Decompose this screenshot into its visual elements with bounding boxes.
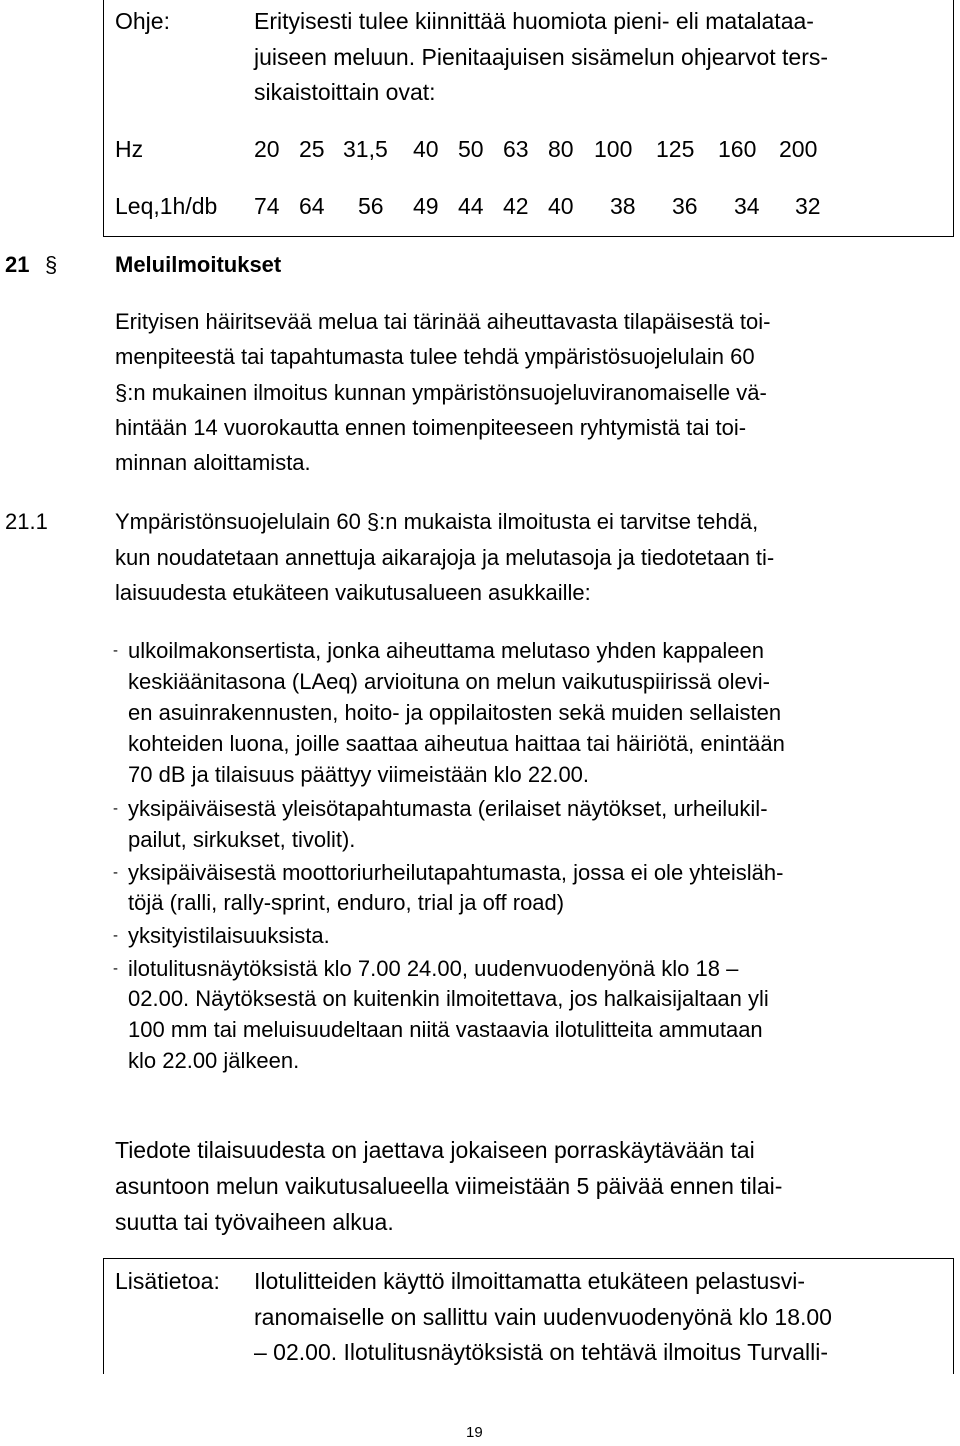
bullet-line: keskiäänitasona (LAeq) arvioituna on melun vaikutuspiirissä olevi- xyxy=(128,669,770,694)
subsection-number: 21.1 xyxy=(5,509,48,534)
bullet-line: 70 dB ja tilaisuus päättyy viimeistään klo 22.00. xyxy=(128,762,590,787)
section-symbol: § xyxy=(45,252,58,277)
ohje-label: Ohje: xyxy=(115,8,170,34)
bullet-line: yksipäiväisestä moottoriurheilutapahtumasta, jossa ei ole yhteisläh- xyxy=(128,860,784,885)
closing-line: asuntoon melun vaikutusalueella viimeistään 5 päivää ennen tilai- xyxy=(115,1173,783,1199)
lisatietoa-label: Lisätietoa: xyxy=(115,1268,220,1294)
section21-paragraph-line: Erityisen häiritsevää melua tai tärinää aiheuttavasta tilapäisestä toi- xyxy=(115,309,771,334)
bullet-line: yksipäiväisestä yleisötapahtumasta (erilaiset näytökset, urheilukil- xyxy=(128,796,768,821)
bullet-line: 02.00. Näytöksestä on kuitenkin ilmoitettava, jos halkaisijaltaan yli xyxy=(128,986,769,1011)
bullet-line: töjä (ralli, rally-sprint, enduro, trial ja off road) xyxy=(128,890,565,915)
lisatietoa-line: ranomaiselle on sallittu vain uudenvuodenyönä klo 18.00 xyxy=(254,1304,832,1330)
leq-value: 64 xyxy=(299,193,325,219)
subsection-intro-line: kun noudatetaan annettuja aikarajoja ja melutasoja ja tiedotetaan ti- xyxy=(115,545,775,570)
bullet-line: ilotulitusnäytöksistä klo 7.00 24.00, uudenvuodenyönä klo 18 – xyxy=(128,956,739,981)
bullet-marker: - xyxy=(113,642,118,659)
bullet-marker: - xyxy=(113,960,118,977)
section21-paragraph-line: menpiteestä tai tapahtumasta tulee tehdä ympäristösuojelulain 60 xyxy=(115,344,755,369)
leq-value: 40 xyxy=(548,193,574,219)
bullet-marker: - xyxy=(113,927,118,944)
subsection-intro-line: laisuudesta etukäteen vaikutusalueen asukkaille: xyxy=(115,580,591,605)
bullet-line: pailut, sirkukset, tivolit). xyxy=(128,827,356,852)
hz-value: 80 xyxy=(548,136,574,162)
section-title: Meluilmoitukset xyxy=(115,252,282,277)
leq-value: 49 xyxy=(413,193,439,219)
bullet-line: yksityistilaisuuksista. xyxy=(128,923,330,948)
leq-value: 32 xyxy=(795,193,821,219)
hz-value: 50 xyxy=(458,136,484,162)
leq-value: 38 xyxy=(610,193,636,219)
leq-value: 42 xyxy=(503,193,529,219)
hz-value: 160 xyxy=(718,136,757,162)
section21-paragraph-line: minnan aloittamista. xyxy=(115,450,311,475)
bullet-line: ulkoilmakonsertista, jonka aiheuttama melutaso yhden kappaleen xyxy=(128,638,764,663)
section21-paragraph-line: hintään 14 vuorokautta ennen toimenpiteeseen ryhtymistä tai toi- xyxy=(115,415,747,440)
hz-value: 200 xyxy=(779,136,818,162)
hz-value: 31,5 xyxy=(343,136,388,162)
bullet-marker: - xyxy=(113,800,118,817)
ohje-line-3: sikaistoittain ovat: xyxy=(254,79,436,105)
lisatietoa-line: Ilotulitteiden käyttö ilmoittamatta etukäteen pelastusvi- xyxy=(254,1268,806,1294)
page-number: 19 xyxy=(466,1424,483,1441)
hz-value: 125 xyxy=(656,136,695,162)
hz-value: 100 xyxy=(594,136,633,162)
bullet-line: 100 mm tai meluisuudeltaan niitä vastaavia ilotulitteita ammutaan xyxy=(128,1017,763,1042)
leq-value: 56 xyxy=(358,193,384,219)
bullet-line: klo 22.00 jälkeen. xyxy=(128,1048,300,1073)
leq-label: Leq,1h/db xyxy=(115,193,218,219)
closing-line: suutta tai työvaiheen alkua. xyxy=(115,1209,394,1235)
bullet-marker: - xyxy=(113,864,118,881)
ohje-line-1: Erityisesti tulee kiinnittää huomiota pieni- eli matalataa- xyxy=(254,8,814,34)
hz-value: 63 xyxy=(503,136,529,162)
leq-value: 36 xyxy=(672,193,698,219)
ohje-line-2: juiseen meluun. Pienitaajuisen sisämelun ohjearvot ters- xyxy=(254,44,829,70)
hz-value: 25 xyxy=(299,136,325,162)
closing-line: Tiedote tilaisuudesta on jaettava jokaiseen porraskäytävään tai xyxy=(115,1137,755,1163)
bullet-line: en asuinrakennusten, hoito- ja oppilaitosten sekä muiden sellaisten xyxy=(128,700,782,725)
leq-value: 74 xyxy=(254,193,280,219)
hz-label: Hz xyxy=(115,136,144,162)
lisatietoa-line: – 02.00. Ilotulitusnäytöksistä on tehtävä ilmoitus Turvalli- xyxy=(254,1339,829,1365)
section-number: 21 xyxy=(5,252,30,277)
hz-value: 40 xyxy=(413,136,439,162)
leq-value: 44 xyxy=(458,193,484,219)
hz-value: 20 xyxy=(254,136,280,162)
bullet-line: kohteiden luona, joille saattaa aiheutua haittaa tai häiriötä, enintään xyxy=(128,731,785,756)
leq-value: 34 xyxy=(734,193,760,219)
section21-paragraph-line: §:n mukainen ilmoitus kunnan ympäristönsuojeluviranomaiselle vä- xyxy=(115,380,767,405)
subsection-intro-line: Ympäristönsuojelulain 60 §:n mukaista ilmoitusta ei tarvitse tehdä, xyxy=(115,509,759,534)
